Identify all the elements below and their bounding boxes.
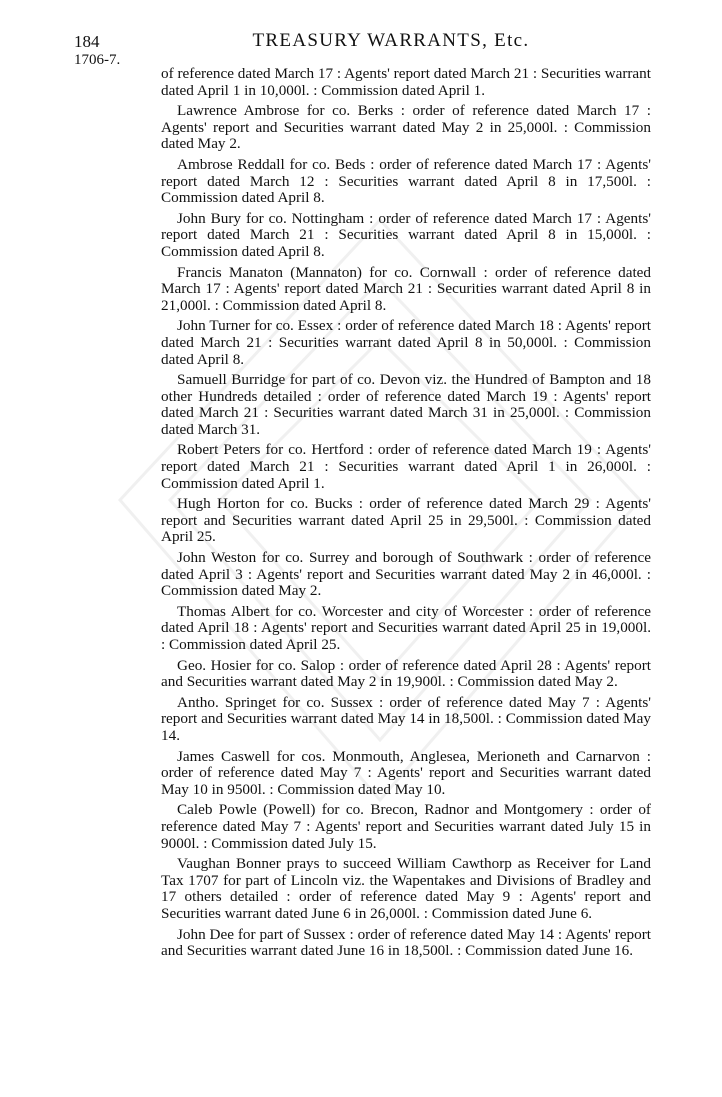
year-marker: 1706-7. bbox=[74, 52, 121, 68]
entry: Lawrence Ambrose for co. Berks : order of reference dated March 17 : Agents' report and Securities warrant dated May 2 in 25,000l. : Commission dated May 2. bbox=[161, 102, 651, 153]
entry: Vaughan Bonner prays to succeed William Cawthorp as Receiver for Land Tax 1707 for part of Lincoln viz. the Wapentakes and Divisions of Bradley and 17 others detailed : order of reference dated May 9 : Agents' report and Securities warrant dated June 6 in 26,000l. : Commission dated June 6. bbox=[161, 855, 651, 922]
entry: Hugh Horton for co. Bucks : order of reference dated March 29 : Agents' report and Securities warrant dated April 25 in 29,500l. : Commission dated April 25. bbox=[161, 495, 651, 546]
entry: Francis Manaton (Mannaton) for co. Cornwall : order of reference dated March 17 : Agents' report dated March 21 : Securities warrant dated April 8 in 21,000l. : Commission dated April 8. bbox=[161, 263, 651, 314]
entry-continued: of reference dated March 17 : Agents' report dated March 21 : Securities warrant dated April 1 in 10,000l. : Commission dated April 1. bbox=[161, 65, 651, 99]
entry: Thomas Albert for co. Worcester and city of Worcester : order of reference dated April 18 : Agents' report and Securities warrant dated April 25 in 19,000l. : Commission dated April 25. bbox=[161, 602, 651, 653]
entry: Ambrose Reddall for co. Beds : order of reference dated March 17 : Agents' report dated March 12 : Securities warrant dated April 8 in 17,500l. : Commission dated April 8. bbox=[161, 155, 651, 207]
entry: Robert Peters for co. Hertford : order of reference dated March 19 : Agents' report dated March 21 : Securities warrant dated April 1 in 26,000l. : Commission dated April 1. bbox=[161, 441, 651, 492]
entry: John Bury for co. Nottingham : order of reference dated March 17 : Agents' report dated March 21 : Securities warrant dated April 8 in 15,000l. : Commission dated April 8. bbox=[161, 209, 651, 260]
entry: Caleb Powle (Powell) for co. Brecon, Radnor and Montgomery : order of reference dated May 7 : Agents' report and Securities warrant dated July 15 in 9000l. : Commission dated July 15. bbox=[161, 801, 651, 852]
entry: John Dee for part of Sussex : order of reference dated May 14 : Agents' report and Securities warrant dated June 16 in 18,500l. : Commission dated June 16. bbox=[161, 925, 651, 960]
entry: John Weston for co. Surrey and borough of Southwark : order of reference dated April 3 : Agents' report and Securities warrant dated May 2 in 46,000l. : Commission dated May 2. bbox=[161, 549, 651, 600]
page-number: 184 bbox=[74, 32, 100, 51]
entry: John Turner for co. Essex : order of reference dated March 18 : Agents' report dated March 21 : Securities warrant dated April 8 in 50,000l. : Commission dated April 8. bbox=[161, 317, 651, 368]
entry: Geo. Hosier for co. Salop : order of reference dated April 28 : Agents' report and Securities warrant dated May 2 in 19,900l. : Commission dated May 2. bbox=[161, 656, 651, 691]
running-title: TREASURY WARRANTS, Etc. bbox=[252, 30, 530, 51]
entry: James Caswell for cos. Monmouth, Anglesea, Merioneth and Carnarvon : order of reference dated May 7 : Agents' report and Securities warrant dated May 10 in 9500l. : Commission dated May 10. bbox=[161, 747, 651, 798]
entry: Samuell Burridge for part of co. Devon viz. the Hundred of Bampton and 18 other Hundreds detailed : order of reference dated March 19 : Agents' report dated March 21 : Securities warrant dated March 31 in 25,000l. : Commission dated March 31. bbox=[161, 371, 651, 438]
document-body bbox=[161, 66, 651, 964]
entry: Antho. Springet for co. Sussex : order of reference dated May 7 : Agents' report and Securities warrant dated May 14 in 18,500l. : Commission dated May 14. bbox=[161, 693, 651, 744]
